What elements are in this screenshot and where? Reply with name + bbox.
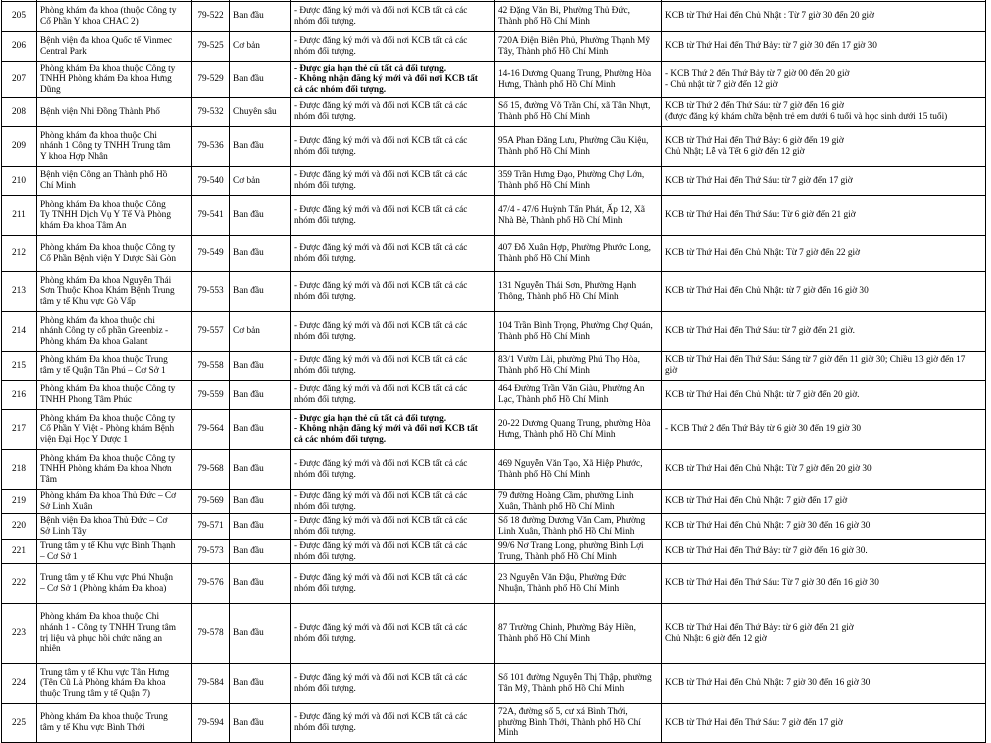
facility-name: Phòng khám Đa khoa thuộc Công ty TNHH Phong Tâm Phúc (37, 381, 192, 410)
row-number: 209 (2, 127, 37, 167)
working-hours: KCB từ Thứ Hai đến Thứ Bảy: 6 giờ đến 19 giờ Chủ Nhật; Lễ và Tết 6 giờ đến 12 giờ (662, 127, 986, 167)
facility-address: 83/1 Vườn Lài, phường Phú Thọ Hòa, Thành phố Hồ Chí Minh (495, 352, 662, 381)
facility-level: Ban đầu (230, 604, 291, 664)
facility-address: 99/6 Nơ Trang Long, phường Bình Lợi Trung, Thành phố Hồ Chí Minh (495, 540, 662, 564)
facility-level: Ban đầu (230, 540, 291, 564)
facility-level: Cơ bản (230, 167, 291, 196)
row-number: 215 (2, 352, 37, 381)
facility-level: Ban đầu (230, 62, 291, 98)
facility-level: Ban đầu (230, 704, 291, 743)
facility-address: 87 Trường Chinh, Phường Bảy Hiền, Thành phố Hồ Chí Minh (495, 604, 662, 664)
facility-address: 95A Phan Đăng Lưu, Phường Cầu Kiệu, Thành phố Hồ Chí Minh (495, 127, 662, 167)
working-hours: KCB từ Thứ Hai đến Thứ Bảy: từ 7 giờ đến 16 giờ 30. (662, 540, 986, 564)
working-hours: KCB từ Thứ Hai đến Thứ Bảy: từ 7 giờ 30 đến 17 giờ 30 (662, 32, 986, 62)
row-number: 206 (2, 32, 37, 62)
table-row (2, 127, 986, 167)
row-number: 223 (2, 604, 37, 664)
working-hours: KCB từ Thứ Hai đến Chủ Nhật: từ 7 giờ đến 16 giờ 30 (662, 272, 986, 312)
facility-code: 79-564 (192, 410, 230, 450)
facility-table (1, 0, 986, 743)
registration-note: - Được đăng ký mới và đổi nơi KCB tất cả các nhóm đối tượng. (291, 32, 495, 62)
facility-name: Bệnh viện Nhi Đồng Thành Phố (37, 98, 192, 127)
facility-level: Ban đầu (230, 272, 291, 312)
facility-code: 79-553 (192, 272, 230, 312)
facility-name: Trung tâm y tế Khu vực Phú Nhuận – Cơ Sở 1 (Phòng khám Đa khoa) (37, 564, 192, 604)
table-row (2, 514, 986, 540)
facility-address: 104 Trần Bình Trọng, Phường Chợ Quán, Thành phố Hồ Chí Minh (495, 312, 662, 352)
table-row (2, 704, 986, 743)
registration-note: - Được đăng ký mới và đổi nơi KCB tất cả các nhóm đối tượng. (291, 664, 495, 704)
registration-note: - Được đăng ký mới và đổi nơi KCB tất cả các nhóm đối tượng. (291, 564, 495, 604)
registration-note: - Được đăng ký mới và đổi nơi KCB tất cả các nhóm đối tượng. (291, 540, 495, 564)
facility-level: Ban đầu (230, 381, 291, 410)
registration-note: - Được đăng ký mới và đổi nơi KCB tất cả các nhóm đối tượng. (291, 604, 495, 664)
facility-level: Chuyên sâu (230, 98, 291, 127)
facility-level: Ban đầu (230, 2, 291, 32)
facility-code: 79-571 (192, 514, 230, 540)
registration-note: - Được đăng ký mới và đổi nơi KCB tất cả các nhóm đối tượng. (291, 2, 495, 32)
registration-note: - Được đăng ký mới và đổi nơi KCB tất cả các nhóm đối tượng. (291, 196, 495, 236)
registration-note: - Được đăng ký mới và đổi nơi KCB tất cả các nhóm đối tượng. (291, 450, 495, 490)
table-row (2, 540, 986, 564)
working-hours: KCB từ Thứ 2 đến Thứ Sáu: từ 7 giờ đến 16 giờ (được đăng ký khám chữa bệnh trẻ em dưới 6 tuổi và học sinh dưới 15 tuổi) (662, 98, 986, 127)
facility-address: 359 Trần Hưng Đạo, Phường Chợ Lớn, Thành phố Hồ Chí Minh (495, 167, 662, 196)
working-hours: KCB từ Thứ Hai đến Thứ Sáu: từ 7 giờ đến 17 giờ (662, 167, 986, 196)
table-row (2, 272, 986, 312)
facility-address: 464 Đường Trần Văn Giàu, Phường An Lạc, Thành phố Hồ Chí Minh (495, 381, 662, 410)
facility-level: Ban đầu (230, 127, 291, 167)
facility-address: 79 đường Hoàng Cầm, phường Linh Xuân, Thành phố Hồ Chí Minh (495, 490, 662, 514)
facility-name: Phòng khám Đa khoa thuộc Trung tâm y tế Khu vực Bình Thới (37, 704, 192, 743)
table-row (2, 62, 986, 98)
facility-name: Trung tâm y tế Khu vực Bình Thạnh – Cơ Sở 1 (37, 540, 192, 564)
table-row (2, 236, 986, 272)
facility-code: 79-529 (192, 62, 230, 98)
registration-note: - Được gia hạn thẻ cũ tất cả đối tượng. - Không nhận đăng ký mới và đổi nơi KCB tất cả các nhóm đối tượng. (291, 410, 495, 450)
facility-name: Phòng khám Đa khoa Thủ Đức – Cơ Sở Linh Xuân (37, 490, 192, 514)
table-row (2, 2, 986, 32)
facility-name: Phòng khám Đa khoa Nguyễn Thái Sơn Thuộc Khoa Khám Bệnh Trung tâm y tế Khu vực Gò Vấp (37, 272, 192, 312)
table-row (2, 381, 986, 410)
facility-name: Phòng khám đa khoa thuộc chi nhánh Công ty cổ phần Greenbiz - Phòng khám Đa khoa Galant (37, 312, 192, 352)
facility-name: Phòng khám Đa khoa thuộc Công ty Cổ Phần Bệnh viện Y Dược Sài Gòn (37, 236, 192, 272)
facility-code: 79-540 (192, 167, 230, 196)
registration-note: - Được đăng ký mới và đổi nơi KCB tất cả các nhóm đối tượng. (291, 127, 495, 167)
registration-note: - Được đăng ký mới và đổi nơi KCB tất cả các nhóm đối tượng. (291, 98, 495, 127)
row-number: 205 (2, 2, 37, 32)
facility-address: 131 Nguyễn Thái Sơn, Phường Hạnh Thông, Thành phố Hồ Chí Minh (495, 272, 662, 312)
table-row (2, 312, 986, 352)
facility-code: 79-525 (192, 32, 230, 62)
facility-name: Phòng khám Đa khoa thuộc Chi nhánh 1 - Công ty TNHH Trung tâm trị liệu và phục hồi chức năng an nhiên (37, 604, 192, 664)
registration-note: - Được đăng ký mới và đổi nơi KCB tất cả các nhóm đối tượng. (291, 352, 495, 381)
registration-note: - Được đăng ký mới và đổi nơi KCB tất cả các nhóm đối tượng. (291, 236, 495, 272)
facility-code: 79-576 (192, 564, 230, 604)
facility-address: 469 Nguyễn Văn Tạo, Xã Hiệp Phước, Thành phố Hồ Chí Minh (495, 450, 662, 490)
facility-address: 42 Đặng Văn Bi, Phường Thủ Đức, Thành phố Hồ Chí Minh (495, 2, 662, 32)
working-hours: KCB từ Thứ Hai đến Thứ Sáu: 7 giờ đến 17 giờ (662, 704, 986, 743)
table-row (2, 410, 986, 450)
facility-level: Ban đầu (230, 564, 291, 604)
facility-address: Số 101 đường Nguyễn Thị Thập, phường Tân Mỹ, Thành phố Hồ Chí Minh (495, 664, 662, 704)
facility-address: Số 15, đường Võ Trần Chí, xã Tân Nhựt, Thành phố Hồ Chí Minh (495, 98, 662, 127)
working-hours: KCB từ Thứ Hai đến Thứ Sáu: Từ 7 giờ 30 đến 16 giờ 30 (662, 564, 986, 604)
facility-level: Ban đầu (230, 236, 291, 272)
working-hours: KCB từ Thứ Hai đến Chủ Nhật: Từ 7 giờ đến 22 giờ (662, 236, 986, 272)
facility-code: 79-532 (192, 98, 230, 127)
facility-level: Ban đầu (230, 664, 291, 704)
facility-level: Ban đầu (230, 196, 291, 236)
table-row (2, 352, 986, 381)
facility-name: Trung tâm y tế Khu vực Tân Hưng (Tên Cũ Là Phòng khám Đa khoa thuộc Trung tâm y tế Quận 7) (37, 664, 192, 704)
table-row (2, 450, 986, 490)
facility-name: Bệnh viện Công an Thành phố Hồ Chí Minh (37, 167, 192, 196)
row-number: 216 (2, 381, 37, 410)
facility-code: 79-568 (192, 450, 230, 490)
row-number: 219 (2, 490, 37, 514)
registration-note: - Được gia hạn thẻ cũ tất cả đối tượng. - Không nhận đăng ký mới và đổi nơi KCB tất cả các nhóm đối tượng. (291, 62, 495, 98)
registration-note: - Được đăng ký mới và đổi nơi KCB tất cả các nhóm đối tượng. (291, 381, 495, 410)
row-number: 225 (2, 704, 37, 743)
facility-address: 23 Nguyễn Văn Đậu, Phường Đức Nhuận, Thành phố Hồ Chí Minh (495, 564, 662, 604)
working-hours: KCB từ Thứ Hai đến Thứ Bảy: từ 6 giờ đến 21 giờ Chủ Nhật: 6 giờ đến 12 giờ (662, 604, 986, 664)
facility-code: 79-594 (192, 704, 230, 743)
facility-address: Số 18 đường Dương Văn Cam, Phường Linh Xuân, Thành phố Hồ Chí Minh (495, 514, 662, 540)
facility-code: 79-559 (192, 381, 230, 410)
facility-name: Bệnh viện đa khoa Quốc tế Vinmec Central Park (37, 32, 192, 62)
working-hours: - KCB Thứ 2 đến Thứ Bảy từ 6 giờ 30 đến 19 giờ 30 (662, 410, 986, 450)
facility-level: Cơ bản (230, 32, 291, 62)
table-row (2, 604, 986, 664)
working-hours: KCB từ Thứ Hai đến Chủ Nhật: Từ 7 giờ đến 20 giờ 30 (662, 450, 986, 490)
working-hours: KCB từ Thứ Hai đến Chủ Nhật: từ 7 giờ đến 20 giờ. (662, 381, 986, 410)
facility-code: 79-541 (192, 196, 230, 236)
registration-note: - Được đăng ký mới và đổi nơi KCB tất cả các nhóm đối tượng. (291, 704, 495, 743)
row-number: 222 (2, 564, 37, 604)
working-hours: - KCB Thứ 2 đến Thứ Bảy từ 7 giờ 00 đến 20 giờ - Chủ nhật từ 7 giờ đến 12 giờ (662, 62, 986, 98)
working-hours: KCB từ Thứ Hai đến Thứ Sáu: Sáng từ 7 giờ đến 11 giờ 30; Chiều 13 giờ đến 17 giờ (662, 352, 986, 381)
registration-note: - Được đăng ký mới và đổi nơi KCB tất cả các nhóm đối tượng. (291, 167, 495, 196)
facility-address: 14-16 Dương Quang Trung, Phường Hòa Hưng, Thành phố Hồ Chí Minh (495, 62, 662, 98)
row-number: 224 (2, 664, 37, 704)
registration-note: - Được đăng ký mới và đổi nơi KCB tất cả các nhóm đối tượng. (291, 490, 495, 514)
registration-note: - Được đăng ký mới và đổi nơi KCB tất cả các nhóm đối tượng. (291, 272, 495, 312)
facility-level: Ban đầu (230, 490, 291, 514)
row-number: 212 (2, 236, 37, 272)
table-body (2, 0, 986, 743)
facility-address: 407 Đỗ Xuân Hợp, Phường Phước Long, Thành phố Hồ Chí Minh (495, 236, 662, 272)
registration-note: - Được đăng ký mới và đổi nơi KCB tất cả các nhóm đối tượng. (291, 514, 495, 540)
table-row (2, 32, 986, 62)
table-row (2, 196, 986, 236)
facility-level: Ban đầu (230, 352, 291, 381)
facility-code: 79-549 (192, 236, 230, 272)
row-number: 210 (2, 167, 37, 196)
row-number: 221 (2, 540, 37, 564)
facility-code: 79-573 (192, 540, 230, 564)
facility-level: Cơ bản (230, 312, 291, 352)
facility-address: 72A, đường số 5, cư xá Bình Thới, phường Bình Thới, Thành phố Hồ Chí Minh (495, 704, 662, 743)
facility-name: Phòng khám đa khoa thuộc Chi nhánh 1 Công ty TNHH Trung tâm Y khoa Hợp Nhân (37, 127, 192, 167)
working-hours: KCB từ Thứ Hai đến Thứ Sáu: từ 7 giờ đến 21 giờ. (662, 312, 986, 352)
working-hours: KCB từ Thứ Hai đến Chủ Nhật: 7 giờ đến 17 giờ (662, 490, 986, 514)
table-row (2, 98, 986, 127)
registration-note: - Được đăng ký mới và đổi nơi KCB tất cả các nhóm đối tượng. (291, 312, 495, 352)
table-row (2, 490, 986, 514)
row-number: 217 (2, 410, 37, 450)
table-row (2, 167, 986, 196)
facility-code: 79-584 (192, 664, 230, 704)
facility-code: 79-558 (192, 352, 230, 381)
facility-name: Phòng khám Đa khoa thuộc Công ty Cổ Phần Y Việt - Phòng khám Bệnh viện Đại Học Y Dược 1 (37, 410, 192, 450)
row-number: 214 (2, 312, 37, 352)
row-number: 218 (2, 450, 37, 490)
working-hours: KCB từ Thứ Hai đến Chủ Nhật : Từ 7 giờ 30 đến 20 giờ (662, 2, 986, 32)
row-number: 208 (2, 98, 37, 127)
facility-code: 79-522 (192, 2, 230, 32)
table-row (2, 564, 986, 604)
facility-name: Phòng khám Đa khoa thuộc Công ty TNHH Phòng khám Đa khoa Hưng Dũng (37, 62, 192, 98)
facility-address: 720A Điện Biên Phủ, Phường Thạnh Mỹ Tây, Thành phố Hồ Chí Minh (495, 32, 662, 62)
row-number: 220 (2, 514, 37, 540)
row-number: 207 (2, 62, 37, 98)
facility-level: Ban đầu (230, 514, 291, 540)
working-hours: KCB từ Thứ Hai đến Chủ Nhật: 7 giờ 30 đến 16 giờ 30 (662, 514, 986, 540)
facility-name: Phòng khám đa khoa (thuộc Công ty Cổ Phần Y khoa CHAC 2) (37, 2, 192, 32)
row-number: 211 (2, 196, 37, 236)
facility-name: Phòng khám Đa khoa thuộc Trung tâm y tế Quận Tân Phú – Cơ Sở 1 (37, 352, 192, 381)
facility-level: Ban đầu (230, 410, 291, 450)
facility-code: 79-569 (192, 490, 230, 514)
facility-address: 47/4 - 47/6 Huỳnh Tấn Phát, Ấp 12, Xã Nhà Bè, Thành phố Hồ Chí Minh (495, 196, 662, 236)
facility-name: Bệnh viện Đa khoa Thủ Đức – Cơ Sở Linh Tây (37, 514, 192, 540)
working-hours: KCB từ Thứ Hai đến Chủ Nhật: 7 giờ 30 đến 16 giờ 30 (662, 664, 986, 704)
facility-code: 79-536 (192, 127, 230, 167)
facility-address: 20-22 Dương Quang Trung, phường Hòa Hưng, Thành phố Hồ Chí Minh (495, 410, 662, 450)
facility-code: 79-578 (192, 604, 230, 664)
facility-level: Ban đầu (230, 450, 291, 490)
facility-name: Phòng khám Đa khoa thuộc Công Ty TNHH Dịch Vụ Y Tế Và Phòng khám Đa khoa Tâm An (37, 196, 192, 236)
facility-name: Phòng khám Đa khoa thuộc Công ty TNHH Phòng khám Đa khoa Nhơn Tâm (37, 450, 192, 490)
working-hours: KCB từ Thứ Hai đến Thứ Sáu: Từ 6 giờ đến 21 giờ (662, 196, 986, 236)
facility-code: 79-557 (192, 312, 230, 352)
row-number: 213 (2, 272, 37, 312)
table-row (2, 664, 986, 704)
